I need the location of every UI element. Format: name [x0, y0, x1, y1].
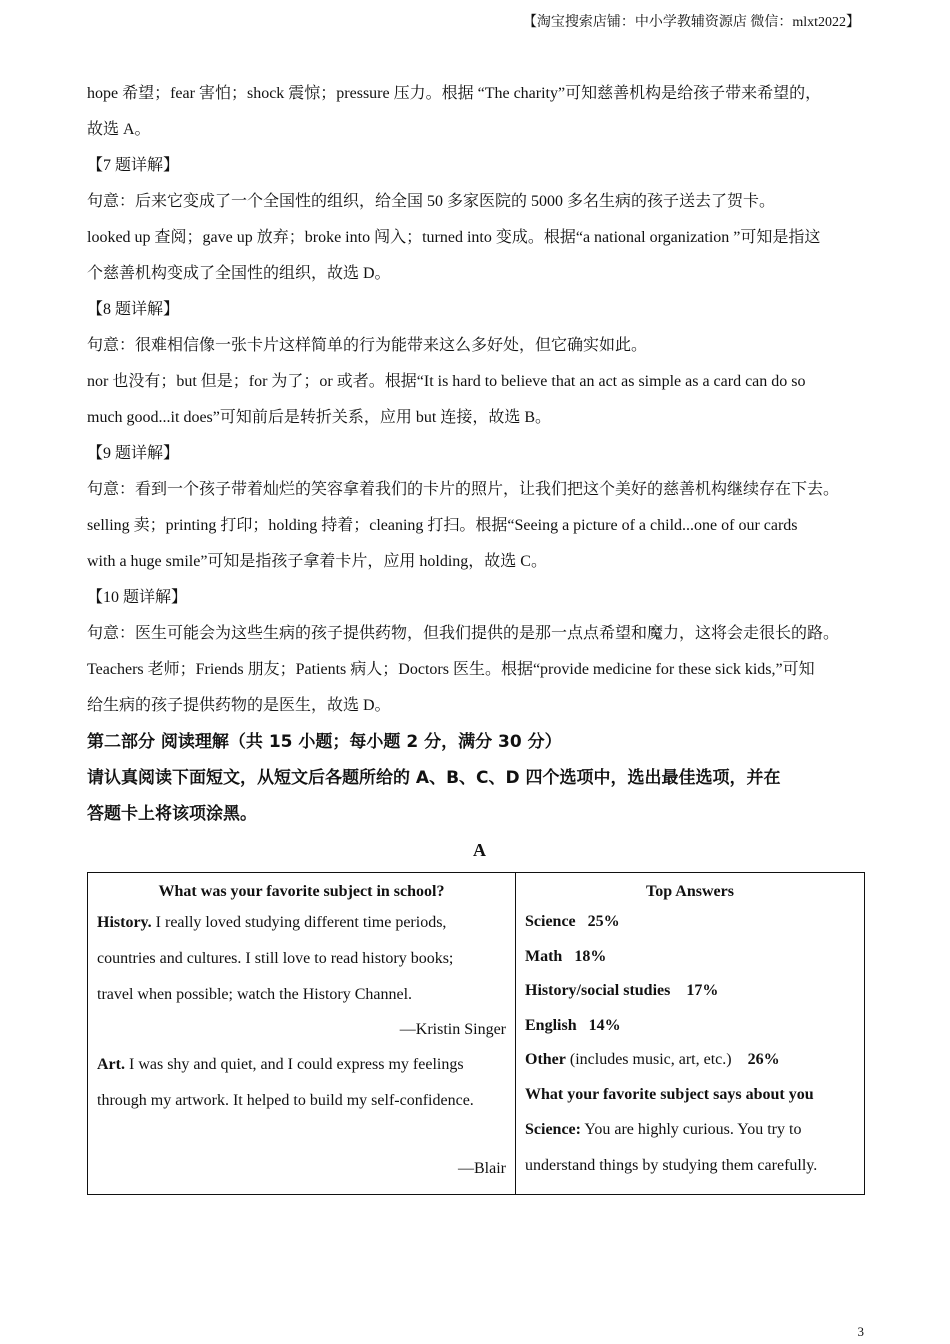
says-heading-text: What your favorite subject says about you: [525, 1085, 814, 1103]
answer-value: 25%: [587, 913, 620, 930]
q9-line: selling 卖；printing 打印；holding 持着；cleaning 打扫。根据“Seeing a picture of a child...one of our cards: [87, 517, 798, 534]
answer-row: [525, 974, 855, 1009]
answer-row: [525, 905, 855, 940]
q8-heading: 【8 题详解】: [87, 301, 180, 318]
left-header: What was your favorite subject in school?: [158, 883, 445, 900]
answer-value: 17%: [686, 982, 719, 999]
answer-row: [525, 1043, 855, 1078]
history-line: travel when possible; watch the History Channel.: [97, 986, 413, 1003]
part2-title: 第二部分 阅读理解（共 15 小题；每小题 2 分，满分 30 分）: [87, 732, 562, 752]
art-line: [97, 1047, 506, 1083]
answer-value: 26%: [747, 1051, 780, 1068]
answer-note: (includes music, art, etc.): [565, 1051, 732, 1068]
history-text: I really loved studying different time periods,: [151, 914, 447, 931]
q7-line: looked up 查阅；gave up 放弃；broke into 闯入；turned into 变成。根据“a national organization ”可知是指这: [87, 229, 821, 246]
history-signature: —Kristin Singer: [399, 1021, 506, 1038]
page-content: [87, 76, 872, 1195]
art-line: through my artwork. It helped to build my self-confidence.: [97, 1092, 474, 1109]
answer-row: [525, 1009, 855, 1044]
part2-instruction: 答题卡上将该项涂黑。: [87, 804, 257, 824]
answer-row: [525, 940, 855, 975]
q9-heading: 【9 题详解】: [87, 445, 180, 462]
answer-value: 14%: [588, 1016, 621, 1034]
answer-label: English: [525, 1016, 577, 1034]
history-subject: History.: [97, 914, 152, 931]
survey-table: [87, 872, 865, 1195]
q10-line: Teachers 老师；Friends 朋友；Patients 病人；Doctors 医生。根据“provide medicine for these sick kids,”可知: [87, 661, 815, 678]
answer-label: Science: [525, 913, 576, 930]
science-says-line: understand things by studying them carefully.: [525, 1157, 818, 1174]
page-number: 3: [857, 1324, 864, 1339]
q9-line: with a huge smile”可知是指孩子拿着卡片，应用 holding，故选 C。: [87, 553, 547, 570]
part2-instruction: 请认真阅读下面短文，从短文后各题所给的 A、B、C、D 四个选项中，选出最佳选项，并在: [87, 768, 781, 788]
q7-line: 个慈善机构变成了全国性的组织，故选 D。: [87, 265, 391, 282]
q10-line: 句意：医生可能会为这些生病的孩子提供药物，但我们提供的是那一点点希望和魔力，这将会走很长的路。: [87, 625, 840, 642]
q10-heading: 【10 题详解】: [87, 589, 188, 606]
answer-label: History/social studies: [525, 982, 671, 999]
q7-line: 句意：后来它变成了一个全国性的组织，给全国 50 多家医院的 5000 多名生病的孩子送去了贺卡。: [87, 193, 776, 210]
section-letter: A: [473, 840, 486, 860]
answer-6-line: 故选 A。: [87, 121, 151, 138]
q9-line: 句意：看到一个孩子带着灿烂的笑容拿着我们的卡片的照片，让我们把这个美好的慈善机构继续存在下去。: [87, 481, 840, 498]
left-cell: [88, 873, 516, 1195]
art-signature: —Blair: [458, 1160, 506, 1177]
right-cell: [516, 873, 865, 1195]
spacer: [97, 1119, 506, 1152]
answer-value: 18%: [574, 947, 607, 965]
q7-heading: 【7 题详解】: [87, 157, 180, 174]
history-line: countries and cultures. I still love to read history books;: [97, 950, 454, 967]
answer-label: Other: [525, 1051, 566, 1068]
science-says-label: Science:: [525, 1121, 581, 1138]
science-says-text: You are highly curious. You try to: [580, 1121, 802, 1138]
science-says-line: [525, 1112, 855, 1148]
q8-line: 句意：很难相信像一张卡片这样简单的行为能带来这么多好处，但它确实如此。: [87, 337, 648, 354]
history-line: [97, 905, 506, 941]
q8-line: nor 也没有；but 但是；for 为了；or 或者。根据“It is hard to believe that an act as simple as a card can do so: [87, 373, 806, 390]
header-note: 【淘宝搜索店铺：中小学教辅资源店 微信：mlxt2022】: [522, 15, 860, 30]
answer-label: Math: [525, 947, 563, 965]
q8-line: much good...it does”可知前后是转折关系，应用 but 连接，故选 B。: [87, 409, 551, 426]
answer-6-line: hope 希望；fear 害怕；shock 震惊；pressure 压力。根据 “The charity”可知慈善机构是给孩子带来希望的，: [87, 85, 822, 102]
right-header: Top Answers: [646, 883, 734, 900]
says-heading: [525, 1078, 855, 1113]
art-text: I was shy and quiet, and I could express my feelings: [124, 1056, 464, 1073]
q10-line: 给生病的孩子提供药物的是医生，故选 D。: [87, 697, 391, 714]
art-subject: Art.: [97, 1056, 125, 1073]
